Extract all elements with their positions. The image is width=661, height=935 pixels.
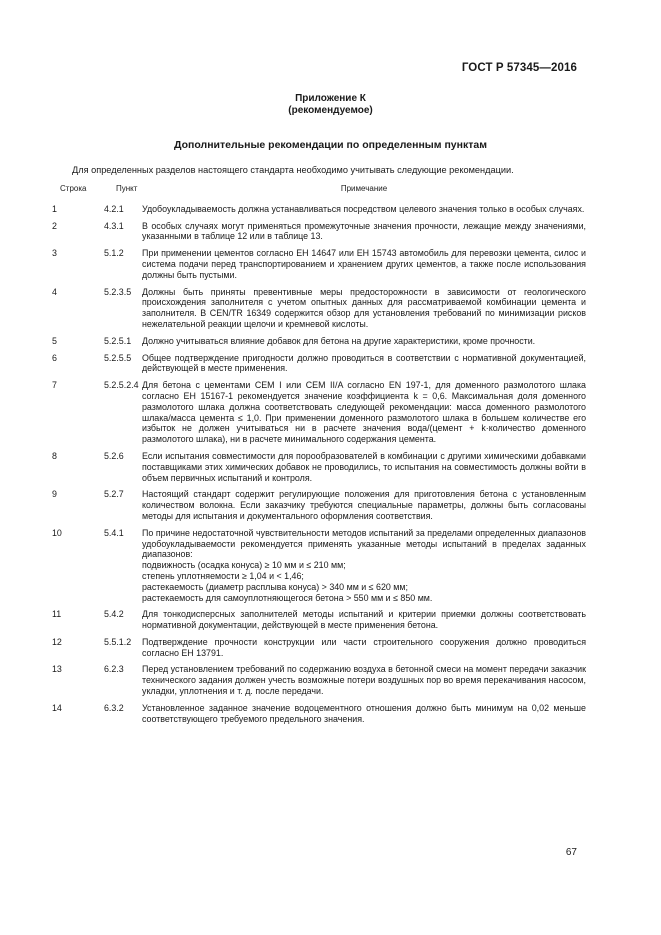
note-text: Общее подтверждение пригодности должно проводиться в соответствии с нормативной документацией, действующей в месте применения.	[142, 352, 586, 374]
note-text: Для бетона с цементами CEM I или CEM II/A согласно EN 197-1, для доменного размолотого шлака согласно ЕН 15167-1 рекомендуется значение коэффициента k = 0,6. Максимальная доля доменного размолотого шлака должна соответствовать следующей рекомендации: масса доменного размолотого шлака/масса цемента ≤ 1,0. При применении доменного размолотого шлака в большем количестве его избыток не должен учитываться ни в расчете значения вода/(цемент + k·количество доменного размолотого шлака), ни в расчете минимального содержания цемента.	[142, 380, 586, 445]
clause-cell: 4.3.1	[104, 220, 124, 231]
note-text: Должно учитываться влияние добавок для бетона на другие характеристики, кроме прочности.	[142, 335, 536, 346]
clause-cell: 5.2.3.5	[104, 286, 132, 297]
row-number-cell: 10	[52, 527, 62, 538]
table-row	[52, 287, 586, 336]
table-row	[52, 380, 586, 451]
standard-number: ГОСТ Р 57345—2016	[461, 62, 577, 74]
note-cell	[142, 451, 586, 489]
note-cell	[142, 221, 586, 249]
row-number-cell: 2	[52, 220, 57, 231]
note-cell	[142, 287, 586, 336]
row-number-cell: 11	[52, 609, 62, 620]
note-text: При применении цементов согласно ЕН 14647 или ЕН 15743 автомобиль для перевозки цемента, силос и система подачи перед транспортированием и хранением других цементов, а также после использования должны быть пустыми.	[142, 248, 586, 280]
note-cell	[142, 609, 586, 637]
column-header-row-number: Строка	[60, 184, 87, 193]
clause-cell: 4.2.1	[104, 203, 124, 214]
row-number-cell: 7	[52, 380, 57, 391]
clause-cell: 5.2.7	[104, 489, 124, 500]
table-row	[52, 664, 586, 702]
table-row	[52, 221, 586, 249]
note-cell	[142, 703, 586, 731]
row-number-cell: 8	[52, 450, 57, 461]
recommendations-table	[52, 181, 586, 730]
row-number-cell: 14	[52, 702, 62, 713]
table-row	[52, 451, 586, 489]
clause-cell: 5.5.1.2	[104, 636, 132, 647]
note-cell	[142, 489, 586, 527]
note-cell	[142, 380, 586, 451]
note-list-line: степень уплотняемости ≥ 1,04 и < 1,46;	[142, 570, 304, 581]
table-body	[52, 204, 586, 731]
clause-cell: 6.3.2	[104, 702, 124, 713]
table-row	[52, 353, 586, 381]
table-row	[52, 336, 586, 353]
table-header-row	[52, 181, 586, 204]
note-list-line: растекаемость для самоуплотняющегося бетона > 550 мм и ≤ 850 мм.	[142, 592, 433, 603]
note-cell	[142, 664, 586, 702]
note-text: Настоящий стандарт содержит регулирующие положения для приготовления бетона с установленным количеством волокна. Если заказчику требуются специальные параметры, должны быть согласованы методы для испытания и документального оформления соответствия.	[142, 489, 586, 521]
note-text: В особых случаях могут применяться промежуточные значения прочности, лежащие между значениями, указанными в таблице 12 или в таблице 13.	[142, 220, 586, 242]
row-number-cell: 9	[52, 489, 57, 500]
table-row	[52, 528, 586, 610]
row-number-cell: 4	[52, 286, 57, 297]
note-cell	[142, 336, 586, 353]
note-cell	[142, 204, 586, 221]
page-number: 67	[565, 847, 577, 858]
note-text: Подтверждение прочности конструкции или части строительного сооружения должно проводиться согласно ЕН 13791.	[142, 636, 586, 658]
clause-cell: 5.2.5.1	[104, 335, 132, 346]
clause-cell: 5.2.6	[104, 450, 124, 461]
annex-subtitle: (рекомендуемое)	[288, 105, 373, 116]
note-text: Для тонкодисперсных заполнителей методы испытаний и критерии приемки должны соответствовать нормативной документации, действующей в месте применения бетона.	[142, 609, 586, 631]
table-row	[52, 489, 586, 527]
note-text: Установленное заданное значение водоцементного отношения должно быть минимум на 0,02 меньше соответствующего требуемого предельного значения.	[142, 702, 586, 724]
row-number-cell: 3	[52, 248, 57, 259]
clause-cell: 6.2.3	[104, 664, 124, 675]
table-row	[52, 248, 586, 286]
note-list-line: растекаемость (диаметр расплыва конуса) > 340 мм и ≤ 620 мм;	[142, 581, 408, 592]
row-number-cell: 12	[52, 636, 62, 647]
row-number-cell: 1	[52, 203, 57, 214]
table-row	[52, 703, 586, 731]
clause-cell: 5.2.5.2.4	[104, 380, 139, 391]
note-cell	[142, 248, 586, 286]
note-list-line: подвижность (осадка конуса) ≥ 10 мм и ≤ 210 мм;	[142, 560, 346, 571]
note-text: Если испытания совместимости для порообразователей в комбинации с другими химическими добавками поставщиками этих химических добавок не проводились, то испытания на совместимость должны войти в объем первичных испытаний и контроля.	[142, 450, 586, 483]
annex-title: Приложение К	[295, 93, 366, 104]
clause-cell: 5.2.5.5	[104, 352, 132, 363]
note-cell	[142, 353, 586, 381]
clause-cell: 5.4.2	[104, 609, 124, 620]
clause-cell: 5.4.1	[104, 527, 124, 538]
table-row	[52, 609, 586, 637]
note-cell	[142, 637, 586, 665]
annex-heading	[0, 93, 661, 117]
clause-cell: 5.1.2	[104, 248, 124, 259]
note-text: По причине недостаточной чувствительности методов испытаний за пределами определенных диапазонов удобоукладываемости рекомендуется применять указанные методы испытаний в пределах заданных диапазонов:	[142, 527, 586, 560]
row-number-cell: 13	[52, 664, 62, 675]
note-text: Удобоукладываемость должна устанавливаться посредством целевого значения только в особых случаях.	[142, 203, 585, 214]
note-cell	[142, 528, 586, 610]
note-text: Перед установлением требований по содержанию воздуха в бетонной смеси на момент передачи заказчик технического задания должен учесть возможные потери воздушных пор во время перекачивания насосом, укладки, уплотнения и т. д. после передачи.	[142, 664, 586, 697]
section-title: Дополнительные рекомендации по определенным пунктам	[174, 139, 487, 151]
column-header-clause: Пункт	[116, 184, 138, 193]
note-text: Должны быть приняты превентивные меры предосторожности в зависимости от геологического происхождения заполнителя с учетом опытных данных для рассматриваемой комбинации цемента и заполнителя. В CEN/TR 16349 содержится обзор для установления требований по минимизации рисков нежелательной реакции щелочи и кремневой кислоты.	[142, 286, 586, 329]
table-row	[52, 637, 586, 665]
column-header-note: Примечание	[340, 184, 388, 193]
row-number-cell: 5	[52, 335, 57, 346]
row-number-cell: 6	[52, 352, 57, 363]
table-row	[52, 204, 586, 221]
intro-paragraph: Для определенных разделов настоящего стандарта необходимо учитывать следующие рекомендации.	[72, 165, 514, 175]
